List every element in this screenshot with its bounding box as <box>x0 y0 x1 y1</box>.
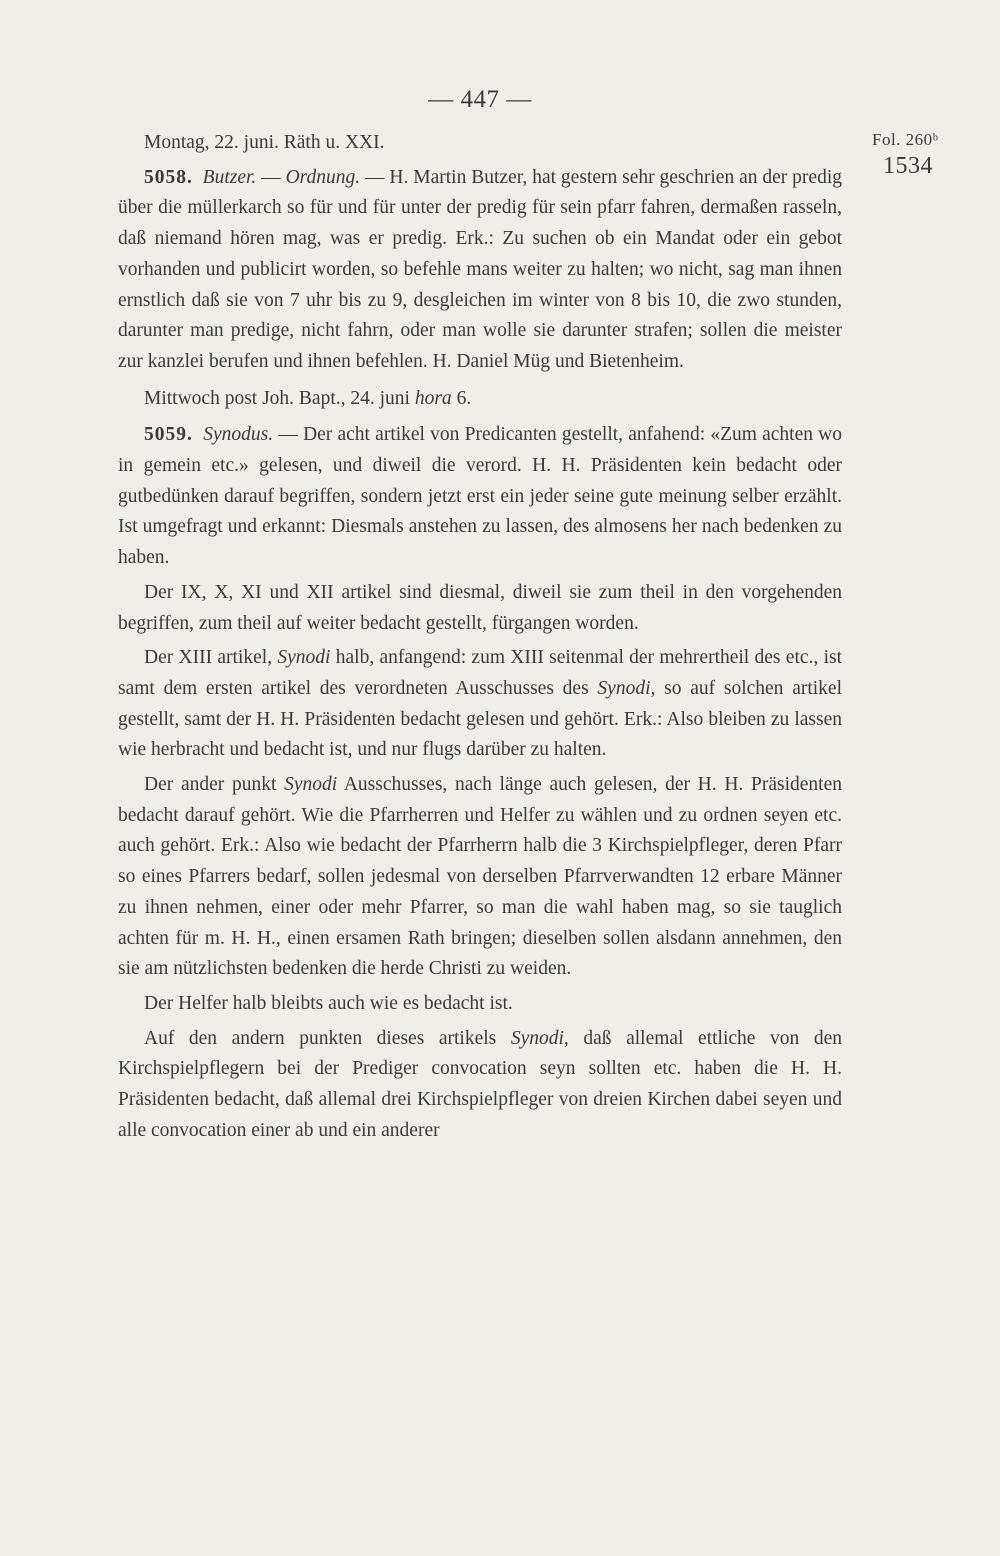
text-run: daß allemal ettliche von den Kirchspielpflegern bei der Prediger convocation seyn sollten etc. haben die H. H. Präsidenten bedacht, daß allemal drei Kirchspielpfleger von dreien Kirchen dabei seyen und alle convocation einer ab und ein anderer <box>118 1027 842 1141</box>
text-italic: Synodi, <box>597 677 656 699</box>
entry-number: 5059. <box>144 424 193 446</box>
entry-5058 <box>118 163 842 378</box>
text-run: Ausschusses, nach länge auch gelesen, der H. H. Präsidenten bedacht darauf gehört. Wie die Pfarrherren und Helfer zu wählen und zu ordnen seyen etc. auch gehört. Erk.: Also wie bedacht der Pfarrherrn halb die 3 Kirchspielpfleger, deren Pfarr so eines Pfarrers bedarf, sollen jedesmal von derselben Pfarrverwandten 12 erbare Männer zu ihnen nehmen, einer oder mehr Pfarrer, so man die wahl haben mag, so sie tauglich achten für m. H. H., einen ersamen Rath bringen; dieselben sollen alsdann annehmen, den sie am nützlichsten bedenken die herde Christi zu weiden. <box>118 774 843 980</box>
body-text <box>118 128 842 1147</box>
text-run: Der XIII artikel, <box>144 647 278 669</box>
page-number: — 447 — <box>428 86 532 113</box>
entry-subject: Synodus. <box>203 424 274 446</box>
entry-topic: Ordnung. <box>285 166 361 188</box>
text-run: so auf solchen artikel gestellt, samt der H. H. Präsidenten bedacht gelesen und gehört. Erk.: Also bleiben zu lassen wie herbracht und bedacht ist, und nur flugs darüber zu halten. <box>118 677 842 761</box>
text-italic: Synodi <box>277 647 331 669</box>
date-hour: 6. <box>451 387 472 409</box>
entry-dash: — <box>256 166 286 188</box>
text-run: Auf den andern punkten dieses artikels <box>144 1027 511 1049</box>
date-line-1: Montag, 22. juni. Räth u. XXI. <box>144 132 385 153</box>
text-italic: Synodi <box>284 774 338 796</box>
margin-folio-note: Fol. 260ᵇ <box>872 130 939 149</box>
paragraph-3 <box>118 770 842 985</box>
entry-dash: — <box>360 166 390 188</box>
paragraph-2 <box>118 643 842 766</box>
date-text: Mittwoch post Joh. Bapt., 24. juni <box>144 387 415 409</box>
paragraph-4: Der Helfer halb bleibts auch wie es bedacht ist. <box>144 992 513 1014</box>
entry-number: 5058. <box>144 166 193 188</box>
paragraph-1: Der IX, X, XI und XII artikel sind diesmal, diweil sie zum theil in den vorgehenden begriffen, zum theil auf weiter bedacht gestellt, fürgangen worden. <box>118 581 842 634</box>
entry-5059 <box>118 420 842 574</box>
entry-subject: Butzer. <box>202 166 257 188</box>
date-line-2 <box>118 384 842 415</box>
margin-year-note: 1534 <box>883 153 933 179</box>
text-run: halb, anfangend: zum XIII seitenmal der mehrertheil des etc., ist samt dem ersten artikel des verordneten Ausschusses des <box>118 647 843 699</box>
paragraph-5 <box>118 1024 842 1147</box>
entry-text: H. Martin Butzer, hat gestern sehr geschrien an der predig über die müllerkarch so für und für unter der predig für sein pfarr fahren, dermaßen rasseln, daß niemand hören mag, was er predig. Erk.: Zu suchen ob ein Mandat oder ein gebot vorhanden und publicirt worden, so befehle mans weiter zu halten; wo nicht, sag man ihnen ernstlich daß sie von 7 uhr bis zu 9, desgleichen im winter von 8 bis 10, die zwo stunden, darunter man predige, nicht fahrn, oder man wolle sie darunter strafen; sollen die meister zur kanzlei berufen und ihnen befehlen. H. Daniel Müg und Bietenheim. <box>118 166 842 372</box>
text-italic: Synodi, <box>510 1027 569 1049</box>
entry-text: Der acht artikel von Predicanten gestellt, anfahend: «Zum achten wo in gemein etc.» gelesen, und diweil die verord. H. H. Präsidenten kein bedacht oder gutbedünken darauf begriffen, sondern jetzt erst ein jeder seine gute meinung selber erzählt. Ist umgefragt und erkannt: Diesmals anstehen zu lassen, des almosens her nach bedenken zu haben. <box>118 424 843 569</box>
date-hora: hora <box>414 387 452 409</box>
entry-dash: — <box>273 424 304 446</box>
text-run: Der ander punkt <box>144 774 285 796</box>
